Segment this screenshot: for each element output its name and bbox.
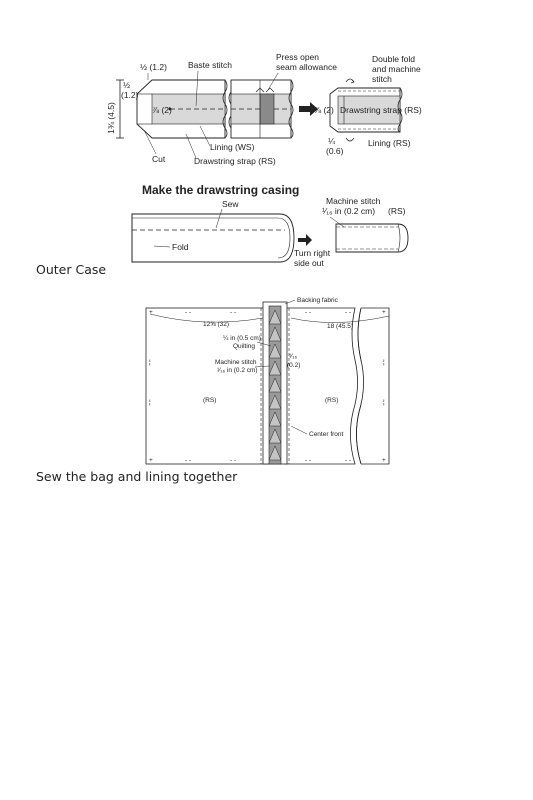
rs-label: (RS) [388, 206, 406, 216]
half-inch-top-label: ½ (1.2) [140, 62, 167, 72]
press-open-label-2: seam allowance [276, 62, 337, 72]
sew-label: Sew [222, 199, 239, 209]
baste-stitch-label: Baste stitch [188, 60, 232, 70]
svg-text:¦: ¦ [149, 399, 151, 406]
caption-sew-bag: Sew the bag and lining together [36, 469, 238, 484]
machine-stitch-label-1: Machine stitch [215, 359, 257, 366]
outer-case-diagram [145, 294, 395, 468]
double-fold-label-3: stitch [372, 74, 392, 84]
turn-right-label-2: side out [294, 258, 324, 268]
svg-text:- -: - - [305, 457, 312, 464]
svg-text:- -: - - [230, 309, 237, 316]
right-panel [285, 308, 358, 464]
width-left-label: 12⅝ (32) [203, 321, 230, 328]
seven-eighths-label-right: ⅞ (2) [314, 105, 334, 115]
quarter-inch-label-2: (0.6) [326, 146, 344, 156]
sixteenth-label-1: ¹⁄₁₆ [289, 353, 298, 360]
casing-diagram [130, 180, 430, 270]
double-fold-label-1: Double fold [372, 54, 416, 64]
backing-fabric-label: Backing fabric [297, 297, 338, 304]
height-label: 1¾ (4.5) [106, 102, 116, 134]
quarter-inch-label-1: ¼ in (0.5 cm) [223, 335, 261, 342]
rs-label-left: (RS) [203, 397, 217, 404]
casing-folded [132, 214, 294, 262]
arrow-right-icon [298, 234, 312, 246]
left-panel [146, 308, 268, 464]
sixteenth-label-2: (0.2) [287, 362, 301, 369]
machine-stitch-label-2: ¹⁄₁₆ in (0.2 cm) [322, 206, 376, 216]
svg-text:¦: ¦ [149, 359, 151, 366]
svg-text:+: + [382, 457, 386, 464]
casing-title: Make the drawstring casing [142, 183, 300, 197]
svg-text:¦: ¦ [383, 399, 385, 406]
quarter-inch-label-2: Quilting [233, 343, 256, 350]
drawstring-strap-rs-label-right: Drawstring strap (RS) [340, 105, 422, 115]
casing-turned [336, 224, 408, 252]
svg-text:¦: ¦ [383, 359, 385, 366]
double-fold-label-2: and machine [372, 64, 421, 74]
svg-text:- -: - - [305, 309, 312, 316]
svg-text:+: + [382, 309, 386, 316]
fold-label: Fold [172, 242, 189, 252]
seven-eighths-label-left: ⅞ (2) [152, 105, 172, 115]
press-open-label-1: Press open [276, 52, 319, 62]
svg-text:- -: - - [345, 309, 352, 316]
cut-label: Cut [152, 154, 166, 164]
caption-outer-case: Outer Case [36, 262, 107, 277]
svg-text:- -: - - [185, 309, 192, 316]
rs-label-right: (RS) [325, 397, 339, 404]
strap-diagram [100, 46, 430, 176]
drawstring-strap-rs-label: Drawstring strap (RS) [194, 156, 276, 166]
width-right-label: 18 (45.5) [327, 323, 354, 330]
machine-stitch-label-2: ¹⁄₁₆ in (0.2 cm) [217, 367, 258, 374]
center-front-label: Center front [309, 431, 344, 438]
machine-stitch-label-1: Machine stitch [326, 196, 381, 206]
svg-text:- -: - - [230, 457, 237, 464]
lining-ws-label: Lining (WS) [210, 142, 255, 152]
half-inch-left-label-1: ½ [123, 80, 131, 90]
svg-text:- -: - - [345, 457, 352, 464]
seam-block [260, 94, 274, 124]
turn-right-label-1: Turn right [294, 248, 331, 258]
quarter-inch-label-1: ¼ [328, 136, 336, 146]
half-inch-left-label-2: (1.2) [121, 90, 139, 100]
lining-rs-label: Lining (RS) [368, 138, 411, 148]
svg-text:+: + [149, 309, 153, 316]
svg-text:- -: - - [185, 457, 192, 464]
svg-text:+: + [149, 457, 153, 464]
